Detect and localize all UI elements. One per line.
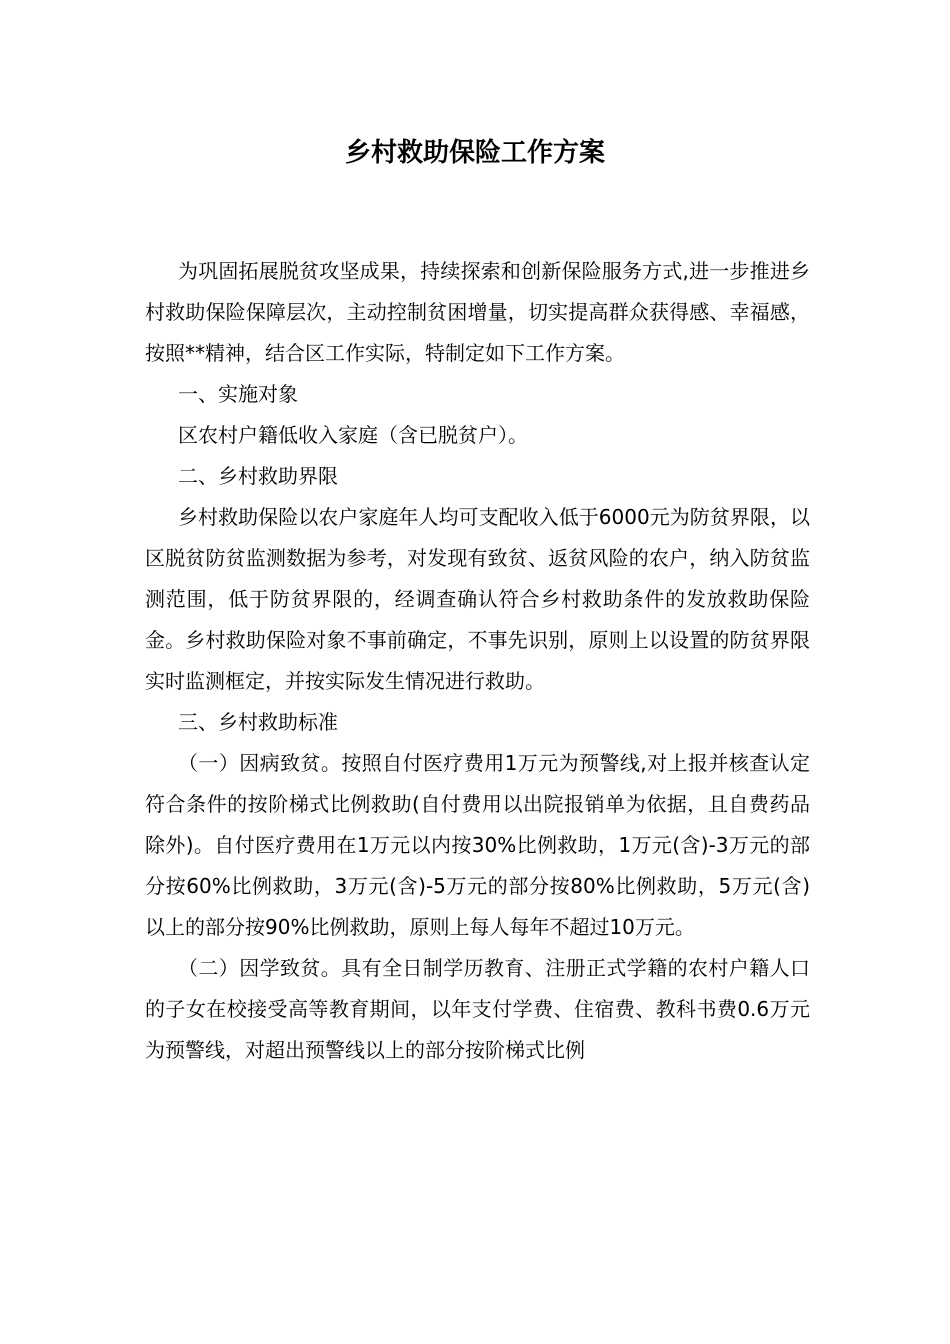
intro-paragraph: 为巩固拓展脱贫攻坚成果，持续探索和创新保险服务方式,进一步推进乡村救助保险保障层次，主动控制贫困增量，切实提高群众获得感、幸福感，按照**精神，结合区工作实际，特制定如下工作方案。	[145, 259, 810, 365]
section-heading-2: 二、乡村救助界限	[178, 464, 338, 488]
section-heading-3: 三、乡村救助标准	[178, 710, 338, 734]
document-title: 乡村救助保险工作方案	[344, 138, 605, 168]
section-3-illness-paragraph: （一）因病致贫。按照自付医疗费用1万元为预警线,对上报并核查认定符合条件的按阶梯式比例救助(自付费用以出院报销单为依据，且自费药品除外)。自付医疗费用在1万元以内按30%比例救助，1万元(含)-3万元的部分按60%比例救助，3万元(含)-5万元的部分按80%比例救助，5万元(含)以上的部分按90%比例救助，原则上每人每年不超过10万元。	[145, 751, 810, 939]
section-3-education-paragraph: （二）因学致贫。具有全日制学历教育、注册正式学籍的农村户籍人口的子女在校接受高等教育期间，以年支付学费、住宿费、教科书费0.6万元为预警线，对超出预警线以上的部分按阶梯式比例	[145, 956, 810, 1062]
section-2-paragraph: 乡村救助保险以农户家庭年人均可支配收入低于6000元为防贫界限，以区脱贫防贫监测数据为参考，对发现有致贫、返贫风险的农户，纳入防贫监测范围，低于防贫界限的，经调查确认符合乡村救助条件的发放救助保险金。乡村救助保险对象不事前确定，不事先识别，原则上以设置的防贫界限实时监测框定，并按实际发生情况进行救助。	[145, 505, 810, 693]
section-heading-1: 一、实施对象	[178, 382, 298, 406]
section-1-paragraph: 区农村户籍低收入家庭（含已脱贫户）。	[178, 423, 528, 447]
document-body	[145, 251, 810, 1071]
